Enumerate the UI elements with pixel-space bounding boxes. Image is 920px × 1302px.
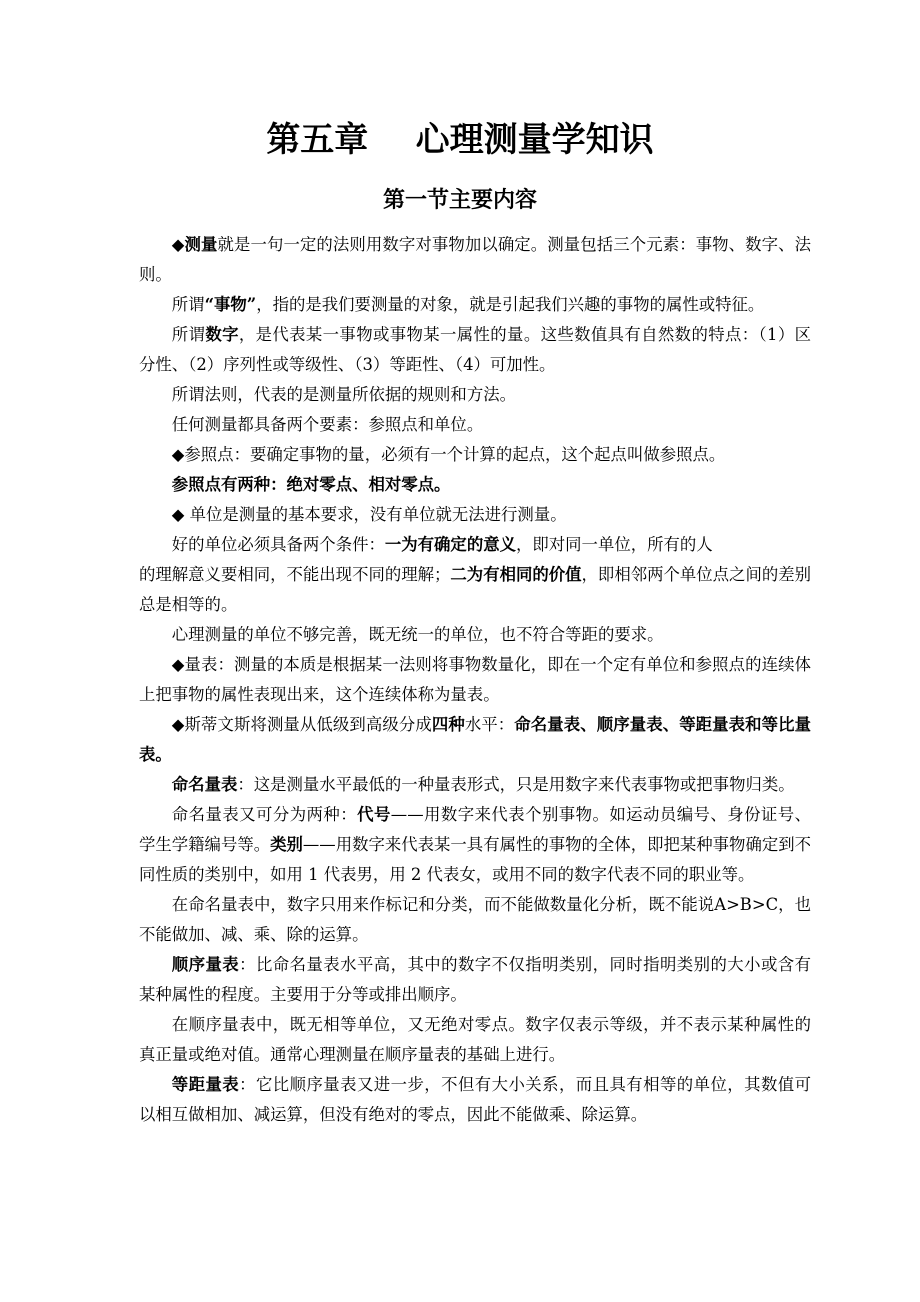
term-thing: “事物” [204,295,257,314]
paragraph-text: ，即相邻两个单位点之间的差别总是相等的。 [139,565,812,614]
section-title: 第一节主要内容 [382,187,537,213]
paragraph-text: 的理解意义要相同，不能出现不同的理解； [139,565,451,584]
paragraph-nominal-scale [139,770,811,800]
term-interval-scale: 等距量表 [171,1075,240,1094]
paragraph-thing [139,290,811,320]
paragraph-reference-point: ◆参照点：要确定事物的量，必须有一个计算的起点，这个起点叫做参照点。 [171,445,726,464]
paragraph-text: ：这是测量水平最低的一种量表形式，只是用数字来代表事物或把事物归类。 [237,775,795,794]
paragraph-ordinal-scale [139,950,811,1010]
paragraph-measurement [139,230,811,290]
bold-text: 一为有确定的意义 [384,535,516,554]
term-measurement: 测量 [184,235,218,254]
paragraph-text: 就是一句一定的法则用数字对事物加以确定。测量包括三个元素：事物、数字、法则。 [139,235,812,284]
paragraph-text: 水平： [464,715,515,734]
paragraph-text: ，即对同一单位，所有的人 [516,535,713,554]
paragraph-text: 所谓 [171,295,205,314]
paragraph-text: 好的单位必须具备两个条件： [171,535,385,554]
term-code: 代号 [357,805,391,824]
bold-text: 命名量表、顺序量表、等距量表和等比量表。 [139,715,812,764]
term-number: 数字 [205,325,239,344]
paragraph-interval-scale [139,1070,811,1130]
paragraph-psych-unit: 心理测量的单位不够完善，既无统一的单位，也不符合等距的要求。 [171,625,664,644]
paragraph-elements: 任何测量都具备两个要素：参照点和单位。 [171,415,484,434]
document-body [139,230,811,1130]
bold-text: 参照点有两种：绝对零点、相对零点。 [171,475,451,494]
paragraph-text: ：它比顺序量表又进一步，不但有大小关系，而且具有相等的单位，其数值可以相互做相加、减运算，但没有绝对的零点，因此不能做乘、除运算。 [139,1075,812,1124]
paragraph-text: ，是代表某一事物或事物某一属性的量。这些数值具有自然数的特点：（1）区分性、（2）序列性或等级性、（3）等距性、（4）可加性。 [139,325,812,374]
paragraph-text: 命名量表又可分为两种： [171,805,358,824]
paragraph-scale: ◆量表：测量的本质是根据某一法则将事物数量化，即在一个定有单位和参照点的连续体上把事物的属性表现出来，这个连续体称为量表。 [139,655,811,704]
paragraph-unit: ◆ 单位是测量的基本要求，没有单位就无法进行测量。 [171,505,567,524]
bold-text: 四种 [431,715,465,734]
paragraph-ordinal-detail: 在顺序量表中，既无相等单位，又无绝对零点。数字仅表示等级，并不表示某种属性的真正量或绝对值。通常心理测量在顺序量表的基础上进行。 [139,1015,811,1064]
paragraph-number [139,320,811,380]
paragraph-nominal-types [139,800,811,890]
paragraph-text: 所谓 [171,325,206,344]
term-nominal-scale: 命名量表 [171,775,238,794]
bold-text: 二为有相同的价值 [450,565,582,584]
paragraph-text: ◆斯蒂文斯将测量从低级到高级分成 [171,715,432,734]
paragraph-zero-points [139,470,811,500]
paragraph-nominal-usage: 在命名量表中，数字只用来作标记和分类，而不能做数量化分析，既不能说A>B>C，也不能做加、减、乘、除的运算。 [139,895,811,944]
term-ordinal-scale: 顺序量表 [171,955,240,974]
chapter-title: 第五章 心理测量学知识 [266,120,654,160]
paragraph-text: ：比命名量表水平高，其中的数字不仅指明类别，同时指明类别的大小或含有某种属性的程度。主要用于分等或排出顺序。 [139,955,812,1004]
paragraph-unit-conditions-continued [139,560,811,620]
term-category: 类别 [270,835,303,854]
paragraph-text: ，指的是我们要测量的对象，就是引起我们兴趣的事物的属性或特征。 [256,295,765,314]
paragraph-rule: 所谓法则，代表的是测量所依据的规则和方法。 [171,385,516,404]
paragraph-text: ——用数字来代表个别事物。如运动员编号、身份证号、学生学籍编号等。 [139,805,812,854]
paragraph-unit-conditions [139,530,811,560]
bullet-mark: ◆ [171,235,185,254]
paragraph-text: ——用数字来代表某一具有属性的事物的全体，即把某种事物确定到不同性质的类别中，如用 1 代表男，用 2 代表女，或用不同的数字代表不同的职业等。 [139,835,812,884]
paragraph-stevens [139,710,811,770]
